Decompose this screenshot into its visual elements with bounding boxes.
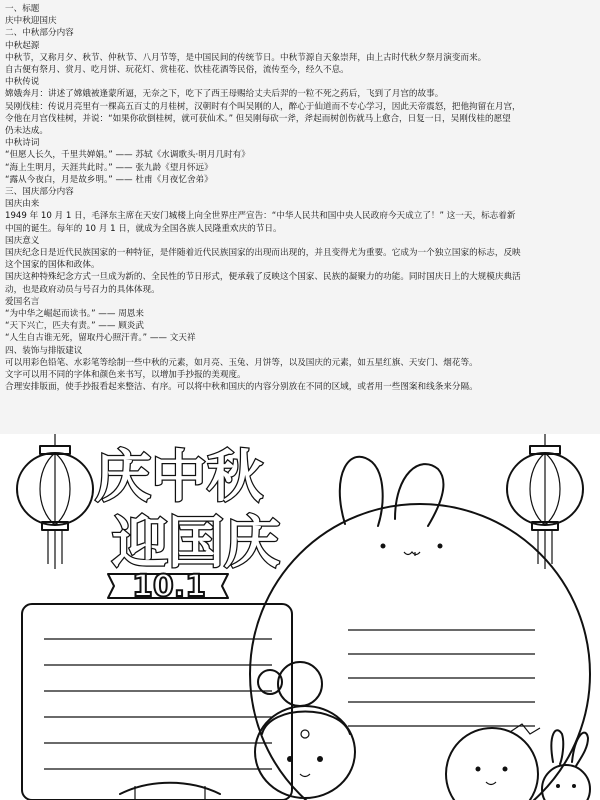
poster-title-line1: 庆中秋 [95, 445, 263, 510]
text-line: 一、标题 [5, 4, 40, 14]
text-line: 自古便有祭月、赏月、吃月饼、玩花灯、赏桂花、饮桂花酒等民俗，流传至今，经久不息。 [5, 65, 349, 76]
text-line: 吴刚伐桂：传说月亮里有一棵高五百丈的月桂树，汉朝时有个叫吴刚的人，醉心于仙道而不专心学习，因此天帝震怒，把他拘留在月宫， [5, 101, 521, 112]
text-line: 爱国名言 [5, 296, 40, 307]
text-line: “为中华之崛起而读书。” —— 周恩来 [5, 309, 144, 320]
text-line: 中秋节，又称月夕、秋节、仲秋节、八月节等，是中国民间的传统节日。中秋节源自天象崇拜，由上古时代秋夕祭月演变而来。 [5, 52, 487, 63]
text-line: 国庆由来 [5, 199, 40, 210]
text-line: 国庆纪念日是近代民族国家的一种特征，是伴随着近代民族国家的出现而出现的，并且变得尤为重要。它成为一个独立国家的标志，反映 [5, 248, 521, 259]
text-line: 中秋起源 [5, 40, 40, 51]
left-lantern [17, 434, 93, 569]
text-line: 中国的诞生。每年的 10 月 1 日，就成为全国各族人民隆重欢庆的节日。 [5, 223, 282, 234]
text-line: 这个国家的国体和政体。 [5, 260, 100, 271]
text-line: 二、中秋部分内容 [5, 28, 74, 39]
text-line: 嫦娥奔月：讲述了嫦娥被逢蒙所逼，无奈之下，吃下了西王母赐给丈夫后羿的一粒不死之药后，飞到了月宫的故事。 [5, 89, 444, 100]
text-line: 三、国庆部分内容 [5, 187, 74, 198]
text-line: “天下兴亡，匹夫有责。” —— 顾炎武 [5, 321, 144, 332]
text-line: 中秋诗词 [5, 138, 40, 149]
text-line: 动，也是政府动员与号召力的具体体现。 [5, 284, 160, 295]
text-line: 可以用彩色铅笔、水彩笔等绘制一些中秋的元素，如月亮、玉兔、月饼等，以及国庆的元素，如五星红旗、天安门、烟花等。 [5, 357, 478, 368]
text-line: 庆中秋迎国庆 [5, 16, 57, 27]
text-line: 国庆意义 [5, 235, 40, 246]
text-line: 国庆这种特殊纪念方式一旦成为新的、全民性的节日形式，便承载了反映这个国家、民族的凝聚力的功能。同时国庆日上的大规模庆典活 [5, 272, 521, 283]
girl-character [255, 662, 355, 798]
moon-writing-lines [348, 630, 535, 726]
rabbit [542, 730, 590, 800]
text-line: 1949 年 10 月 1 日，毛泽东主席在天安门城楼上向全世界庄严宣告：“中华人民共和国中央人民政府今天成立了！” 这一天，标志着新 [5, 211, 516, 222]
mooncake [446, 724, 540, 800]
text-line: “露从今夜白，月是故乡明。” —— 杜甫《月夜忆舍弟》 [5, 174, 213, 185]
poster-title-line2: 迎国庆 [112, 511, 280, 576]
date-banner [108, 569, 228, 604]
text-line: 合理安排版面，使手抄报看起来整洁、有序。可以将中秋和国庆的内容分别放在不同的区域，或者用一些图案和线条来分隔。 [5, 382, 478, 393]
text-line: “海上生明月，天涯共此时。” —— 张九龄《望月怀远》 [5, 162, 213, 173]
right-lantern [507, 434, 583, 569]
text-line: 仍未达成。 [5, 126, 48, 137]
text-line: “人生自古谁无死，留取丹心照汗青。” —— 文天祥 [5, 333, 196, 344]
text-line: 令他在月宫伐桂树，并说：“如果你砍倒桂树，就可获仙术。” 但吴刚每砍一斧，斧起而树创伤就马上愈合，日复一日，吴刚伐桂的愿望 [5, 113, 511, 124]
text-line: 文字可以用不同的字体和颜色来书写，以增加手抄报的美观度。 [5, 370, 246, 381]
poster-date: 10.1 [132, 569, 207, 604]
text-line: 中秋传说 [5, 77, 40, 88]
text-line: 四、装饰与排版建议 [5, 345, 83, 356]
poster-art [0, 434, 600, 800]
poster-illustration [0, 434, 600, 800]
moon-bunny [250, 457, 590, 800]
text-line: “但愿人长久，千里共婵娟。” —— 苏轼《水调歌头·明月几时有》 [5, 150, 250, 161]
temple-roof [120, 783, 220, 800]
